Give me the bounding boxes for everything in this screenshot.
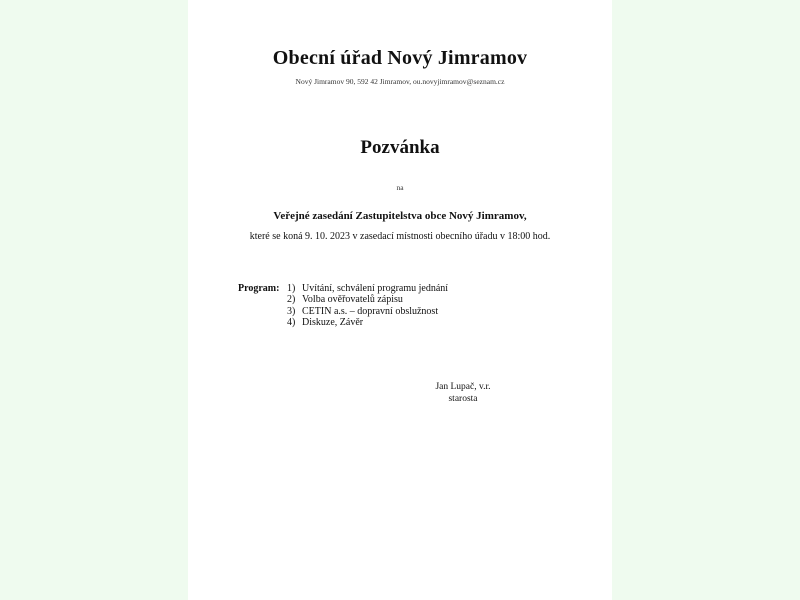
program-item-number: 2) — [287, 294, 296, 306]
program-item-number: 3) — [287, 305, 296, 317]
signature-name: Jan Lupač, v.r. — [435, 382, 491, 392]
document-title: Pozvánka — [360, 137, 440, 158]
program-item — [287, 294, 448, 305]
document-page — [188, 0, 612, 600]
program-item-number: 1) — [287, 283, 296, 294]
program-item-text: Uvítání, schválení programu jednání — [302, 283, 449, 294]
program-item — [287, 283, 448, 294]
signature-role: starosta — [448, 394, 478, 404]
meeting-details: které se koná 9. 10. 2023 v zasedací místnosti obecního úřadu v 18:00 hod. — [249, 231, 551, 242]
program-item — [287, 317, 448, 328]
organization-heading: Obecní úřad Nový Jimramov — [272, 47, 528, 69]
program-label: Program: — [238, 283, 280, 294]
program-list — [287, 283, 448, 328]
address-line: Nový Jimramov 90, 592 42 Jimramov, ou.novyjimramov@seznam.cz — [295, 77, 505, 86]
preposition: na — [396, 183, 404, 192]
program-item-number: 4) — [287, 316, 296, 328]
program-item-text: CETIN a.s. – dopravní obslužnost — [302, 305, 439, 317]
program-item — [287, 306, 448, 317]
meeting-title: Veřejné zasedání Zastupitelstva obce Nový Jimramov, — [273, 210, 527, 222]
program-item-text: Volba ověřovatelů zápisu — [302, 294, 403, 306]
program-item-text: Diskuze, Závěr — [302, 316, 364, 328]
